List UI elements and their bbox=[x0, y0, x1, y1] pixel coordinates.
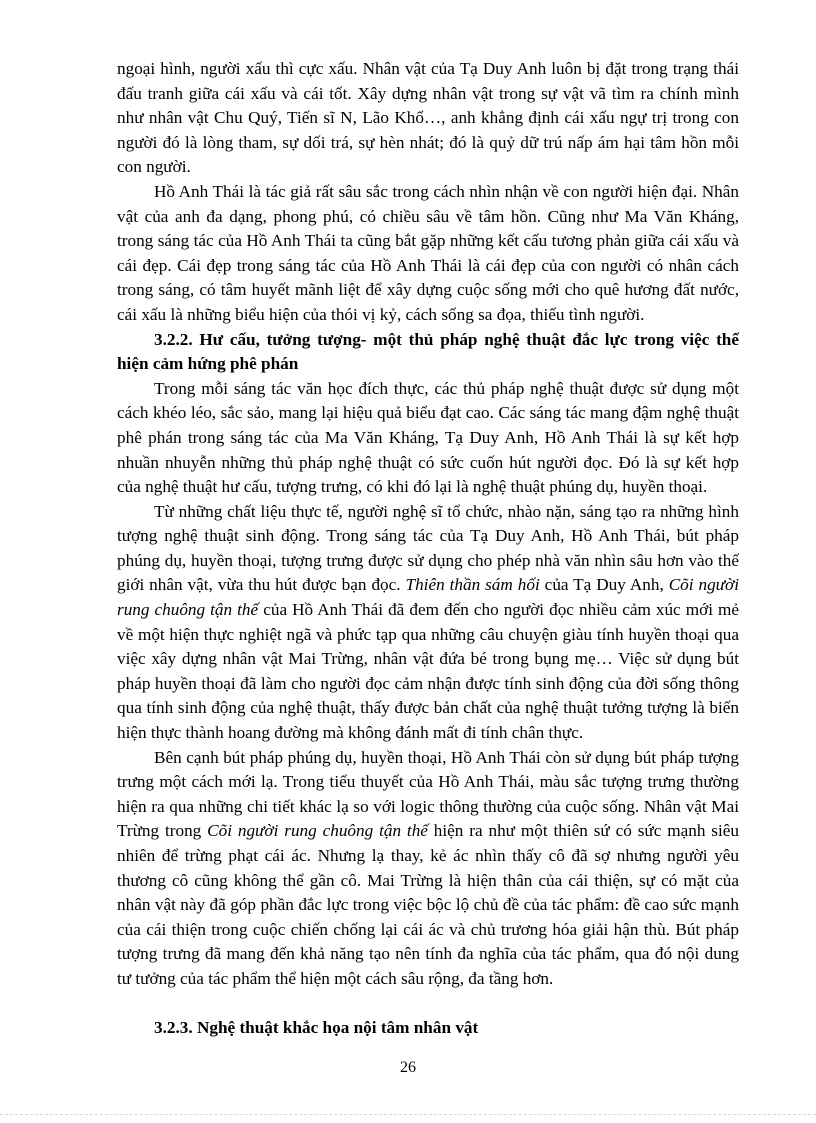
section-heading bbox=[117, 328, 739, 377]
body-paragraph bbox=[117, 746, 739, 992]
italic-title-text: Cõi người rung chuông tận thế bbox=[207, 821, 428, 841]
paragraph-text: Trong mỗi sáng tác văn học đích thực, các thủ pháp nghệ thuật được sử dụng một cách khéo léo, sắc sảo, mang lại hiệu quả biểu đạt cao. Các sáng tác mang đậm nghệ thuật phê phán trong sáng tác của Ma Văn Kháng, Tạ Duy Anh, Hồ Anh Thái là sự kết hợp nhuần nhuyễn những thủ pháp nghệ thuật có sức cuốn hút người đọc. Đó là sự kết hợp của nghệ thuật hư cấu, tượng trưng, có khi đó lại là nghệ thuật phúng dụ, huyền thoại. bbox=[117, 378, 739, 497]
paragraph-text: của Hồ Anh Thái đã đem đến cho người đọc nhiều cảm xúc mới mẻ về một hiện thực nghiệt ngã và phức tạp qua những câu chuyện giàu tính huyền thoại qua việc xây dựng nhân vật Mai Trừng, nhân vật đứa bé trong bụng mẹ… Việc sử dụng bút pháp huyền thoại đã làm cho người đọc cảm nhận được tính sinh động của đời sống thông qua tính sinh động của nghệ thuật, thấy được bản chất của nghệ thuật tưởng tượng là biến hiện thực thành hoang đường mà không đánh mất đi tính chân thực. bbox=[117, 600, 740, 743]
paragraph-text: ngoại hình, người xấu thì cực xấu. Nhân vật của Tạ Duy Anh luôn bị đặt trong trạng thái đấu tranh giữa cái xấu và cái tốt. Xây dựng nhân vật trong sự vật vã tìm ra chính mình như nhân vật Chu Quý, Tiến sĩ N, Lão Khổ…, anh khẳng định cái xấu ngự trị trong con người đó là lòng tham, sự dối trá, sự hèn nhát; đó là quỷ dữ trú nấp ám hại tâm hồn mỗi con người. bbox=[117, 59, 739, 177]
body-paragraph bbox=[117, 57, 739, 180]
body-paragraph bbox=[117, 180, 739, 328]
paragraph-text: Hồ Anh Thái là tác giả rất sâu sắc trong cách nhìn nhận về con người hiện đại. Nhân vật của anh đa dạng, phong phú, có chiều sâu về tâm hồn. Cũng như Ma Văn Kháng, trong sáng tác của Hồ Anh Thái ta cũng bắt gặp những kết cấu tương phản giữa cái xấu và cái đẹp. Cái đẹp trong sáng tác của Hồ Anh Thái là cái đẹp của con người có nhân cách trong sáng, có tâm huyết mãnh liệt để xây dựng cuộc sống mới cho quê hương đất nước, cái xấu là những biểu hiện của thói vị kỷ, cách sống sa đọa, thiếu tình người. bbox=[117, 181, 739, 324]
paragraph-text: 3.2.3. Nghệ thuật khắc họa nội tâm nhân vật bbox=[154, 1017, 479, 1037]
section-heading bbox=[117, 1016, 739, 1041]
body-paragraph bbox=[117, 500, 739, 746]
page-bottom-divider bbox=[0, 1114, 816, 1115]
paragraph-text: Bên cạnh bút pháp phúng dụ, huyền thoại, Hồ Anh Thái còn sử dụng bút pháp tượng trưng một cách mới lạ. Trong tiểu thuyết của Hồ Anh Thái, màu sắc tượng trưng thường hiện ra qua những chi tiết khác lạ so với logic thông thường của cuộc sống. Nhân vật Mai Trừng trong bbox=[117, 747, 739, 841]
paragraph-text: hiện ra như một thiên sứ có sức mạnh siêu nhiên để trừng phạt cái ác. Nhưng lạ thay, kẻ ác nhìn thấy cô đã sợ nhưng người yêu thương cô cũng không thể gần cô. Mai Trừng là hiện thân của cái thiện, sự có mặt của nhân vật này đã góp phần đắc lực trong việc bộc lộ chủ đề của tác phẩm: đề cao sức mạnh của cái thiện trong cuộc chiến chống lại cái ác và chủ trương hóa giải hận thù. Bút pháp tượng trưng đã mang đến khả năng tạo nên tính đa nghĩa của tác phẩm, qua đó nội dung tư tưởng của tác phẩm thể hiện một cách sâu rộng, đa tầng hơn. bbox=[117, 821, 739, 988]
page-number: 26 bbox=[400, 1059, 416, 1076]
paragraph-text: 3.2.2. Hư cấu, tưởng tượng- một thủ pháp nghệ thuật đắc lực trong việc thể hiện cảm hứng phê phán bbox=[117, 329, 739, 374]
italic-title-text: Thiên thần sám hối bbox=[405, 575, 540, 595]
paragraph-text: Từ những chất liệu thực tế, người nghệ sĩ tổ chức, nhào nặn, sáng tạo ra những hình tượng nghệ thuật sinh động. Trong sáng tác của Tạ Duy Anh, Hồ Anh Thái, bút pháp phúng dụ, huyền thoại, tượng trưng được sử dụng cho phép nhà văn nhìn sâu hơn vào thế giới nhân vật, vừa thu hút được bạn đọc. bbox=[117, 501, 739, 595]
italic-title-text: Cõi người rung chuông tận thế bbox=[117, 575, 739, 620]
body-paragraph bbox=[117, 377, 739, 500]
paragraph-text: của Tạ Duy Anh, bbox=[539, 575, 669, 595]
document-body bbox=[117, 57, 739, 1040]
